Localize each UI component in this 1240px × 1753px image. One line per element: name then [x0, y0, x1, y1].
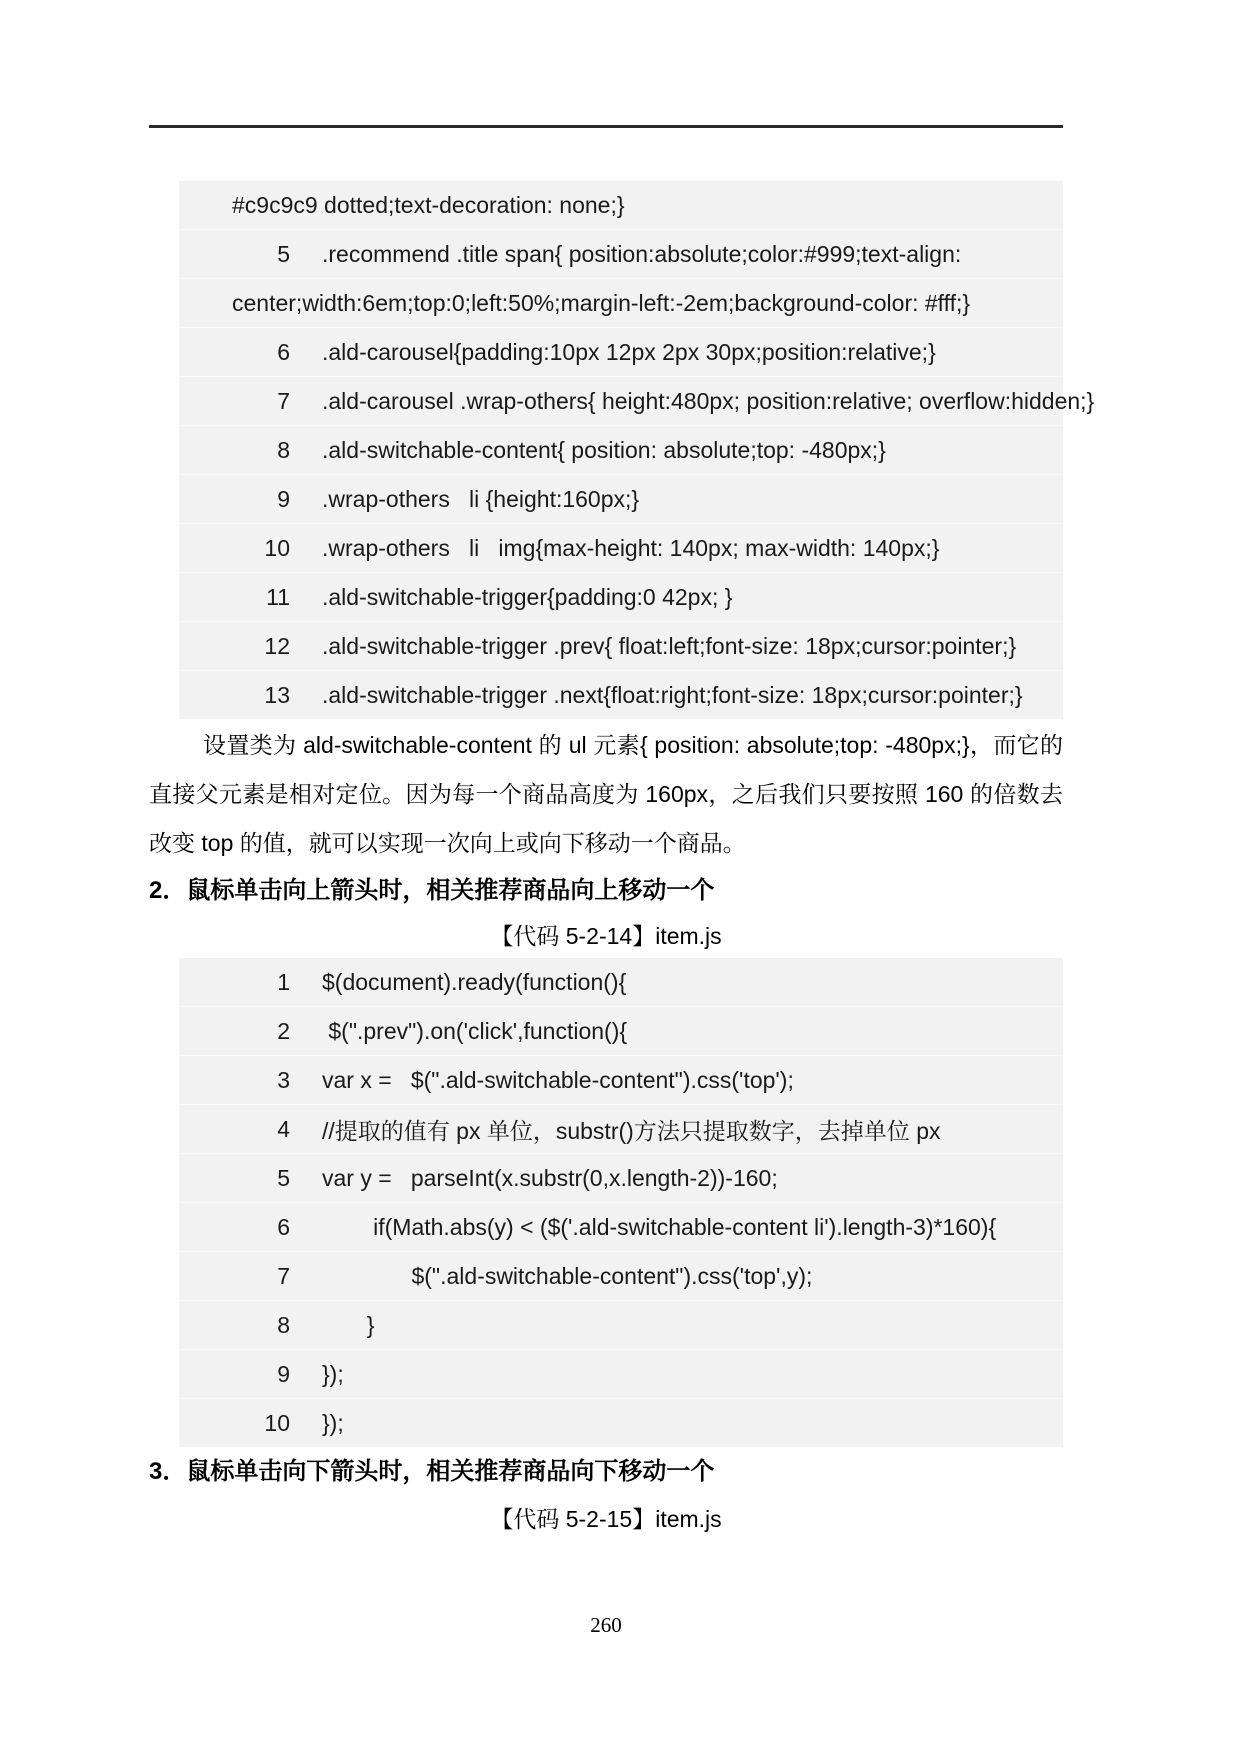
line-number: 8 — [277, 1311, 290, 1338]
code-text: $(".prev").on('click',function(){ — [322, 1017, 628, 1044]
code-text: .ald-carousel{padding:10px 12px 2px 30px;position:relative;} — [322, 338, 936, 365]
code-line — [179, 523, 1063, 572]
code-text: .recommend .title span{ position:absolute;color:#999;text-align: — [322, 240, 962, 267]
code-text: //提取的值有 px 单位，substr()方法只提取数字，去掉单位 px — [322, 1117, 941, 1144]
code-line — [179, 229, 1063, 278]
code-text: var y = parseInt(x.substr(0,x.length-2))-160; — [322, 1164, 778, 1191]
line-number: 9 — [277, 1360, 290, 1387]
code-text: .ald-switchable-trigger .next{float:right;font-size: 18px;cursor:pointer;} — [322, 681, 1023, 708]
code-line — [179, 1153, 1063, 1202]
line-number: 1 — [277, 968, 290, 995]
code-line — [179, 1398, 1063, 1447]
code-text: .ald-carousel .wrap-others{ height:480px; position:relative; overflow:hidden;} — [322, 387, 1095, 414]
code-text: .ald-switchable-trigger{padding:0 42px; } — [322, 583, 733, 610]
code-caption-5-2-14: 【代码 5-2-14】item.js — [490, 923, 722, 949]
code-line — [179, 1202, 1063, 1251]
code-block-item-js — [179, 958, 1063, 1447]
code-line — [179, 1104, 1063, 1153]
code-line — [179, 1055, 1063, 1104]
code-text: $(".ald-switchable-content").css('top',y); — [322, 1262, 813, 1289]
code-text: } — [322, 1311, 375, 1338]
header-rule — [149, 125, 1063, 128]
page-content — [149, 125, 1095, 1639]
code-line — [179, 958, 1063, 1006]
code-text: if(Math.abs(y) < ($('.ald-switchable-content li').length-3)*160){ — [322, 1213, 997, 1240]
code-line — [179, 181, 1063, 229]
line-number: 6 — [277, 338, 290, 365]
section-heading-3: 3．鼠标单击向下箭头时，相关推荐商品向下移动一个 — [149, 1458, 715, 1485]
line-number: 9 — [277, 485, 290, 512]
line-number: 6 — [277, 1213, 290, 1240]
line-number: 10 — [264, 534, 290, 561]
code-text: .wrap-others li {height:160px;} — [322, 485, 640, 512]
code-text: }); — [322, 1409, 344, 1436]
code-line — [179, 1251, 1063, 1300]
line-number: 12 — [264, 632, 290, 659]
page-number: 260 — [590, 1613, 622, 1637]
line-number: 8 — [277, 436, 290, 463]
code-line — [179, 278, 1063, 327]
code-text: $(document).ready(function(){ — [322, 968, 627, 995]
line-number: 13 — [264, 681, 290, 708]
line-number: 11 — [266, 583, 290, 610]
line-number: 5 — [277, 1164, 290, 1191]
code-text: .ald-switchable-trigger .prev{ float:left;font-size: 18px;cursor:pointer;} — [322, 632, 1017, 659]
code-block-css — [179, 181, 1095, 719]
code-text: var x = $(".ald-switchable-content").css('top'); — [322, 1066, 794, 1093]
code-line — [179, 670, 1063, 719]
code-line — [179, 572, 1063, 621]
line-number: 5 — [277, 240, 290, 267]
line-number: 2 — [277, 1017, 290, 1044]
code-caption-5-2-15: 【代码 5-2-15】item.js — [490, 1506, 722, 1532]
code-text: #c9c9c9 dotted;text-decoration: none;} — [232, 191, 625, 218]
code-line — [179, 1349, 1063, 1398]
code-line — [179, 376, 1095, 425]
code-line — [179, 327, 1063, 376]
code-line — [179, 474, 1063, 523]
line-number: 7 — [277, 1262, 290, 1289]
line-number: 10 — [264, 1409, 290, 1436]
code-line — [179, 425, 1063, 474]
line-number: 3 — [277, 1066, 290, 1093]
line-number: 4 — [277, 1115, 290, 1142]
code-line — [179, 621, 1063, 670]
code-text: center;width:6em;top:0;left:50%;margin-left:-2em;background-color: #fff;} — [232, 289, 971, 316]
line-number: 7 — [277, 387, 290, 414]
code-text: .ald-switchable-content{ position: absolute;top: -480px;} — [322, 436, 886, 463]
code-line — [179, 1300, 1063, 1349]
code-text: }); — [322, 1360, 344, 1387]
code-line — [179, 1006, 1063, 1055]
section-heading-2: 2．鼠标单击向上箭头时，相关推荐商品向上移动一个 — [149, 877, 715, 904]
code-text: .wrap-others li img{max-height: 140px; max-width: 140px;} — [322, 534, 940, 561]
body-paragraph: 设置类为 ald-switchable-content 的 ul 元素{ position: absolute;top: -480px;}，而它的直接父元素是相对定位。因为每一个商品高度为 160px，之后我们只要按照 160 的倍数去改变 top 的值，就可以实现一次向上或向下移动一个商品。 — [149, 732, 1063, 856]
